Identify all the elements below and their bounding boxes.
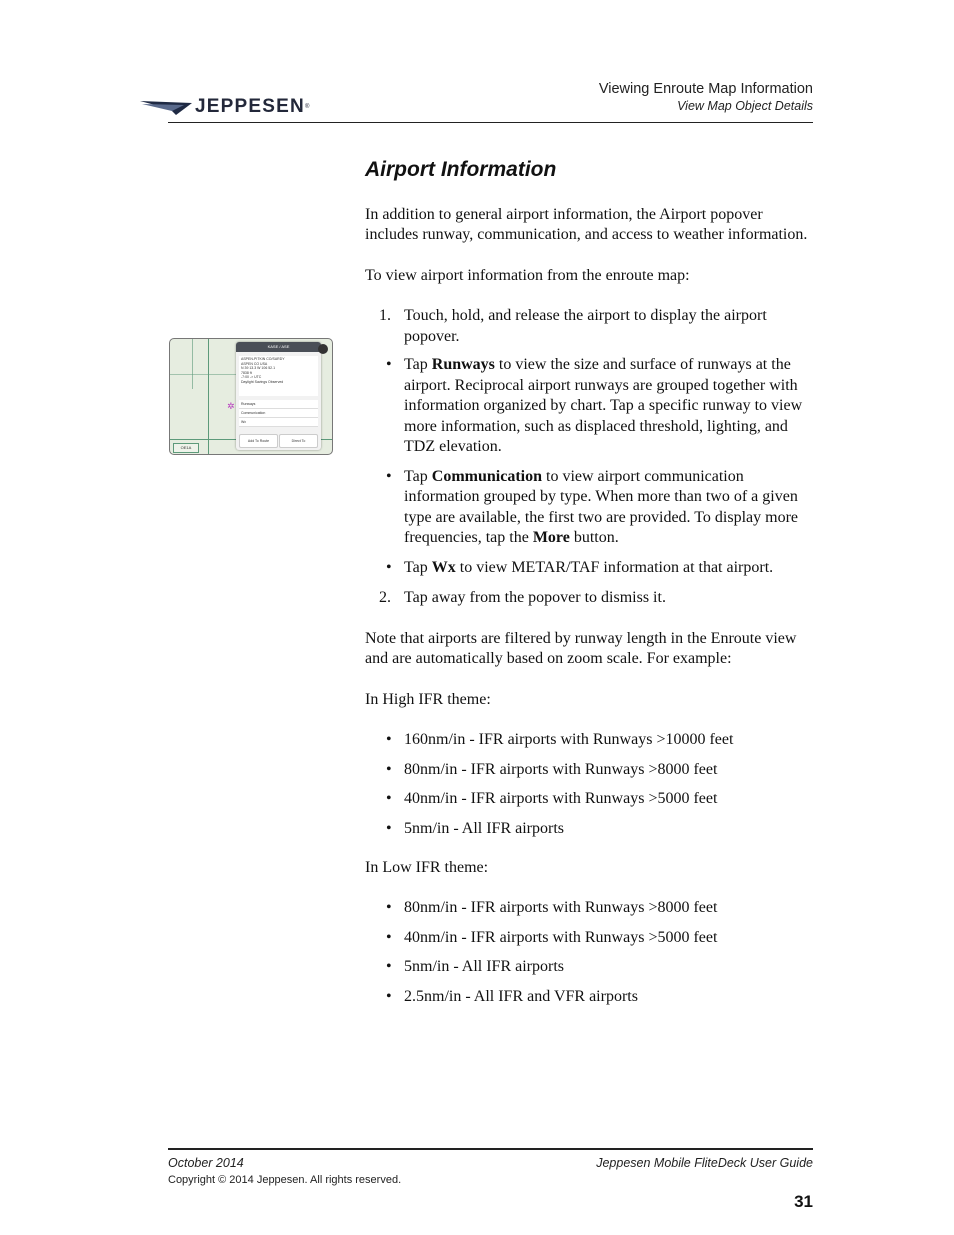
page-number: 31 [794,1192,813,1211]
list-item [365,760,815,781]
info-line: Daylight Savings Observed [241,379,284,384]
list-item-text: 2.5nm/in - All IFR and VFR airports [404,988,638,1006]
popover-title: KASE / ASE [236,342,321,352]
bullet-text: Tap [404,467,432,485]
steps-list [365,306,815,609]
bullet-runways [365,355,815,458]
map-label: OE1A [173,443,199,453]
header-title: Viewing Enroute Map Information [598,81,813,97]
list-item-text: 40nm/in - IFR airports with Runways >5000 feet [404,790,718,808]
main-content [365,160,815,1026]
step-number: 1. [379,307,391,324]
running-header [599,80,813,114]
bullet-glyph: • [386,467,392,485]
popover-buttons [239,434,318,446]
bullet-glyph: • [386,988,392,1006]
bullet-glyph: • [386,958,392,976]
step-item [365,306,815,347]
bullet-text: Tap [404,558,432,576]
bullet-wx [365,558,815,579]
bullet-glyph: • [386,790,392,808]
list-item [365,987,815,1008]
step-bullets [365,355,815,578]
list-item [365,819,815,840]
info-line: ASPEN-PITKIN CO/SARDY [241,357,285,361]
map-line [170,374,236,375]
step-item [365,588,815,609]
info-line: N 39 13.3 W 106 52.1 [241,366,276,370]
bullet-glyph: • [386,820,392,838]
list-item [365,898,815,919]
popover-row-communication: Communication [239,409,318,418]
low-ifr-label: In Low IFR theme: [365,858,489,876]
popover-close-icon [318,344,328,354]
bullet-text: to view airport communication information grouped by type. When more than two of a given type are available, the first two are provided. To display more frequencies, tap the [404,467,799,546]
map-line [192,339,193,389]
footer-guide-title: Jeppesen Mobile FliteDeck User Guide [596,1156,813,1170]
bullet-text: to view METAR/TAF information at that airport. [455,558,774,576]
info-line: -7:00 -> UTC [241,375,262,379]
header-subtitle: View Map Object Details [677,99,813,113]
high-ifr-list [365,730,815,840]
list-item-text: 5nm/in - All IFR airports [404,820,564,838]
bold-term: More [532,529,570,546]
list-item [365,928,815,949]
logo-registered-mark: ® [304,104,310,110]
bold-term: Communication [431,467,542,485]
popover-info [239,356,318,396]
step-text: Tap away from the popover to dismiss it. [404,589,666,606]
intro-paragraph: In addition to general airport information, the Airport popover includes runway, communication, and access to weather information. [365,205,808,243]
list-item-text: 80nm/in - IFR airports with Runways >8000 feet [404,899,718,917]
high-ifr-label: In High IFR theme: [365,690,491,708]
list-item [365,957,815,978]
step-number: 2. [379,589,391,606]
list-item [365,730,815,751]
popover-row-runways: Runways [239,400,318,409]
footer-divider [168,1148,813,1150]
bullet-text: to view the size and surface of runways at the airport. Reciprocal airport runways are grouped together with information organized by chart. Tap a specific runway to view more information, such as displaced threshold, lighting, and TDZ elevation. [404,356,803,455]
info-line: 7838 ft [241,370,252,375]
add-to-route-button: Add To Route [239,434,278,448]
bold-term: Runways [431,356,495,373]
low-ifr-list [365,898,815,1008]
lead-paragraph: To view airport information from the enroute map: [365,266,690,284]
info-line: ASPEN CO USA [241,361,268,366]
list-item [365,789,815,810]
airport-popover [236,342,321,450]
header-divider [168,122,813,123]
bullet-glyph: • [386,760,392,778]
step-sub-list-wrap [365,355,815,578]
list-item-text: 80nm/in - IFR airports with Runways >8000 feet [404,760,718,778]
airport-popover-screenshot [169,338,333,455]
bullet-communication [365,467,815,549]
footer-copyright: Copyright © 2014 Jeppesen. All rights reserved. [168,1174,402,1186]
bullet-glyph: • [386,731,392,748]
section-title: Airport Information [365,158,557,181]
bullet-glyph: • [386,899,392,917]
jeppesen-logo [140,96,309,118]
map-line [208,339,209,454]
bullet-glyph: • [386,928,392,946]
list-item-text: 40nm/in - IFR airports with Runways >5000 feet [404,928,718,946]
bullet-glyph: • [386,356,392,373]
direct-to-button: Direct To [279,434,318,448]
list-item-text: 160nm/in - IFR airports with Runways >10000 feet [404,731,734,748]
jeppesen-wing-icon [140,97,192,117]
list-item-text: 5nm/in - All IFR airports [404,958,564,976]
bold-term: Wx [431,558,456,576]
note-paragraph: Note that airports are filtered by runway length in the Enroute view and are automatically based on zoom scale. For example: [365,629,797,667]
logo-text: JEPPESEN [195,96,305,117]
popover-row-wx: Wx [239,418,318,427]
bullet-text: Tap [404,356,432,373]
bullet-glyph: • [386,558,392,576]
footer-date: October 2014 [168,1156,244,1170]
airport-marker-icon: ✲ [227,402,235,412]
bullet-text: button. [569,529,619,546]
step-text: Touch, hold, and release the airport to display the airport popover. [404,307,767,345]
